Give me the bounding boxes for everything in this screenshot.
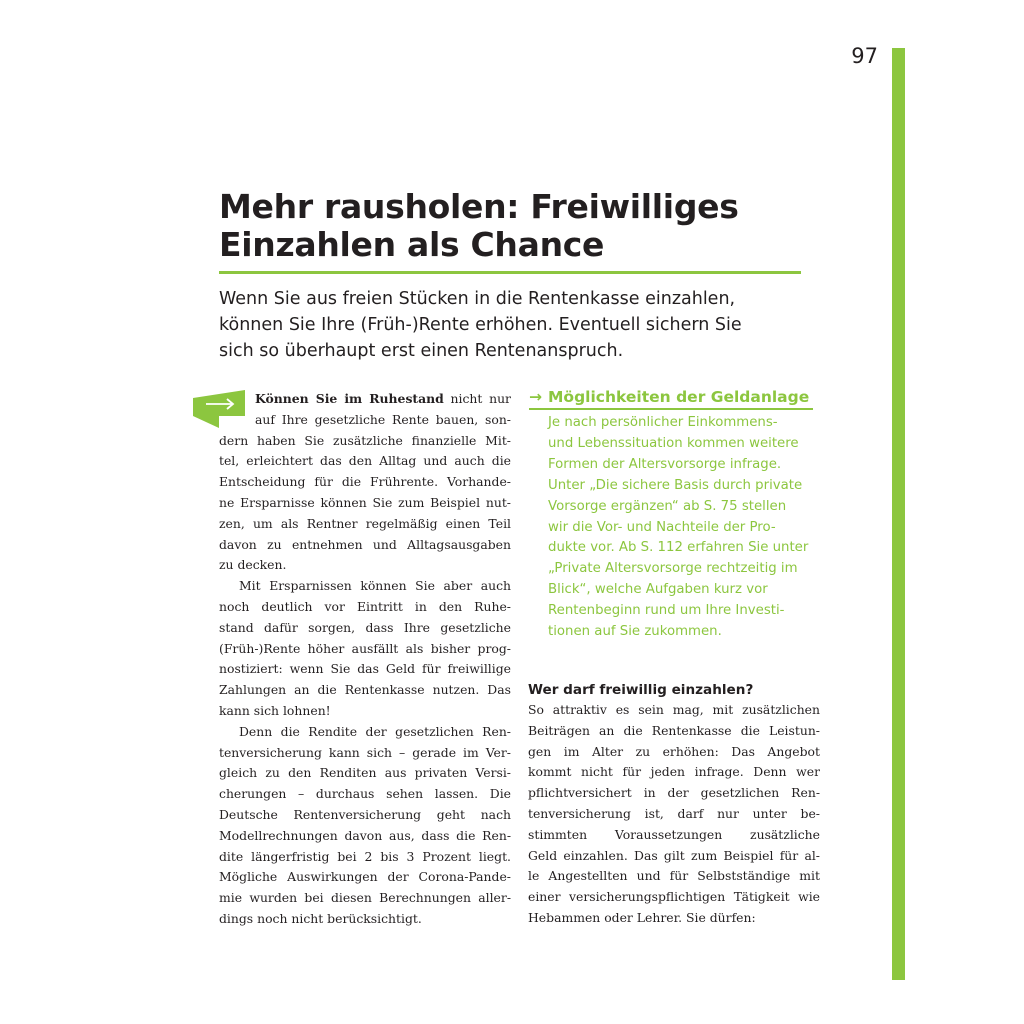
body-line: gleich zu den Renditen aus privaten Versi-: [219, 765, 511, 781]
tip-line: Unter „Die sichere Basis durch private: [548, 477, 803, 493]
body-line: Modellrechnungen davon aus, dass die Ren-: [219, 827, 511, 843]
body-line: cherungen – durchaus sehen lassen. Die: [219, 786, 511, 802]
body-line: Hebammen oder Lehrer. Sie dürfen:: [528, 909, 756, 925]
body-line: einer versicherungspflichtigen Tätigkeit wie: [528, 889, 820, 905]
body-line: mie wurden bei diesen Berechnungen aller-: [219, 890, 511, 906]
body-line: zen, um als Rentner regelmäßig einen Teil: [219, 515, 511, 531]
tip-heading-text: Möglichkeiten der Geldanlage: [548, 388, 810, 406]
section-heading: Wer darf freiwillig einzahlen?: [528, 682, 754, 698]
tip-line: Formen der Altersvorsorge infrage.: [548, 456, 782, 472]
page-title: [219, 188, 819, 264]
body-line: Geld einzahlen. Das gilt zum Beispiel für al-: [528, 847, 820, 863]
body-line: Mögliche Auswirkungen der Corona-Pande-: [219, 869, 511, 885]
title-underline: [219, 271, 801, 274]
body-line: ne Ersparnisse können Sie zum Beispiel nut-: [219, 494, 511, 510]
body-line: noch deutlich vor Eintritt in den Ruhe-: [219, 598, 511, 614]
body-line: dite längerfristig bei 2 bis 3 Prozent liegt.: [219, 848, 511, 864]
title-line: Einzahlen als Chance: [219, 225, 605, 264]
body-line: nostiziert: wenn Sie das Geld für freiwillige: [219, 661, 511, 677]
body-line: pflichtversichert in der gesetzlichen Ren-: [528, 785, 820, 801]
body-line: kommt nicht für jeden infrage. Denn wer: [528, 764, 820, 780]
accent-side-bar: [892, 48, 905, 980]
body-line: (Früh-)Rente höher ausfällt als bisher prog-: [219, 640, 511, 656]
right-body-column: [528, 700, 820, 929]
intro-paragraph: [219, 286, 819, 364]
body-line: Mit Ersparnissen können Sie aber auch: [239, 578, 511, 594]
tip-line: dukte vor. Ab S. 112 erfahren Sie unter: [548, 540, 809, 556]
tip-line: Rentenbeginn rund um Ihre Investi-: [548, 603, 785, 619]
body-line: auf Ihre gesetzliche Rente bauen, son-: [255, 411, 511, 427]
tip-line: Blick“, welche Aufgaben kurz vor: [548, 582, 768, 598]
intro-line: können Sie Ihre (Früh-)Rente erhöhen. Eventuell sichern Sie: [219, 315, 742, 335]
body-line: [219, 389, 511, 410]
body-line: Deutsche Rentenversicherung geht nach: [219, 806, 511, 822]
tip-box-body: [548, 413, 823, 643]
tip-line: Vorsorge ergänzen“ ab S. 75 stellen: [548, 498, 787, 514]
intro-line: sich so überhaupt erst einen Rentenanspruch.: [219, 341, 624, 361]
intro-line: Wenn Sie aus freien Stücken in die Rentenkasse einzahlen,: [219, 289, 736, 309]
tip-line: und Lebenssituation kommen weitere: [548, 435, 799, 451]
tip-line: tionen auf Sie zukommen.: [548, 624, 722, 640]
tip-heading-underline: [529, 408, 813, 410]
body-line: Entscheidung für die Frührente. Vorhande-: [219, 474, 511, 490]
tip-line: Je nach persönlicher Einkommens-: [548, 415, 778, 430]
tip-line: wir die Vor- und Nachteile der Pro-: [548, 519, 776, 535]
body-line: tel, erleichtert das den Alltag und auch die: [219, 453, 511, 469]
tip-box-heading: [529, 386, 819, 408]
lead-in-bold: Können Sie im Ruhestand: [255, 391, 444, 406]
title-line: Mehr rausholen: Freiwilliges: [219, 187, 739, 226]
body-line: tenversicherung kann sich – gerade im Ver-: [219, 744, 511, 760]
arrow-right-icon: →: [529, 388, 542, 406]
body-line: So attraktiv es sein mag, mit zusätzlichen: [528, 702, 820, 717]
body-line: dings noch nicht berücksichtigt.: [219, 910, 422, 926]
body-line: zu decken.: [219, 557, 287, 573]
lead-in-rest: nicht nur: [450, 391, 511, 406]
body-line: stand dafür sorgen, dass Ihre gesetzliche: [219, 619, 511, 635]
body-line: Beiträgen an die Rentenkasse die Leistun-: [528, 722, 820, 738]
page-number: 97: [851, 44, 878, 68]
tip-line: „Private Altersvorsorge rechtzeitig im: [548, 561, 798, 577]
body-line: dern haben Sie zusätzliche finanzielle Mit-: [219, 432, 511, 448]
body-line: le Angestellten und für Selbstständige mit: [528, 868, 820, 884]
body-line: Zahlungen an die Rentenkasse nutzen. Das: [219, 682, 511, 698]
body-line: tenversicherung ist, darf nur unter be-: [528, 805, 820, 821]
body-line: stimmten Voraussetzungen zusätzliche: [528, 826, 820, 842]
body-line: kann sich lohnen!: [219, 702, 331, 718]
body-line: Denn die Rendite der gesetzlichen Ren-: [239, 723, 511, 739]
body-line: gen im Alter zu erhöhen: Das Angebot: [528, 743, 820, 759]
left-body-column: [219, 389, 511, 930]
body-line: davon zu entnehmen und Alltagsausgaben: [219, 536, 511, 552]
